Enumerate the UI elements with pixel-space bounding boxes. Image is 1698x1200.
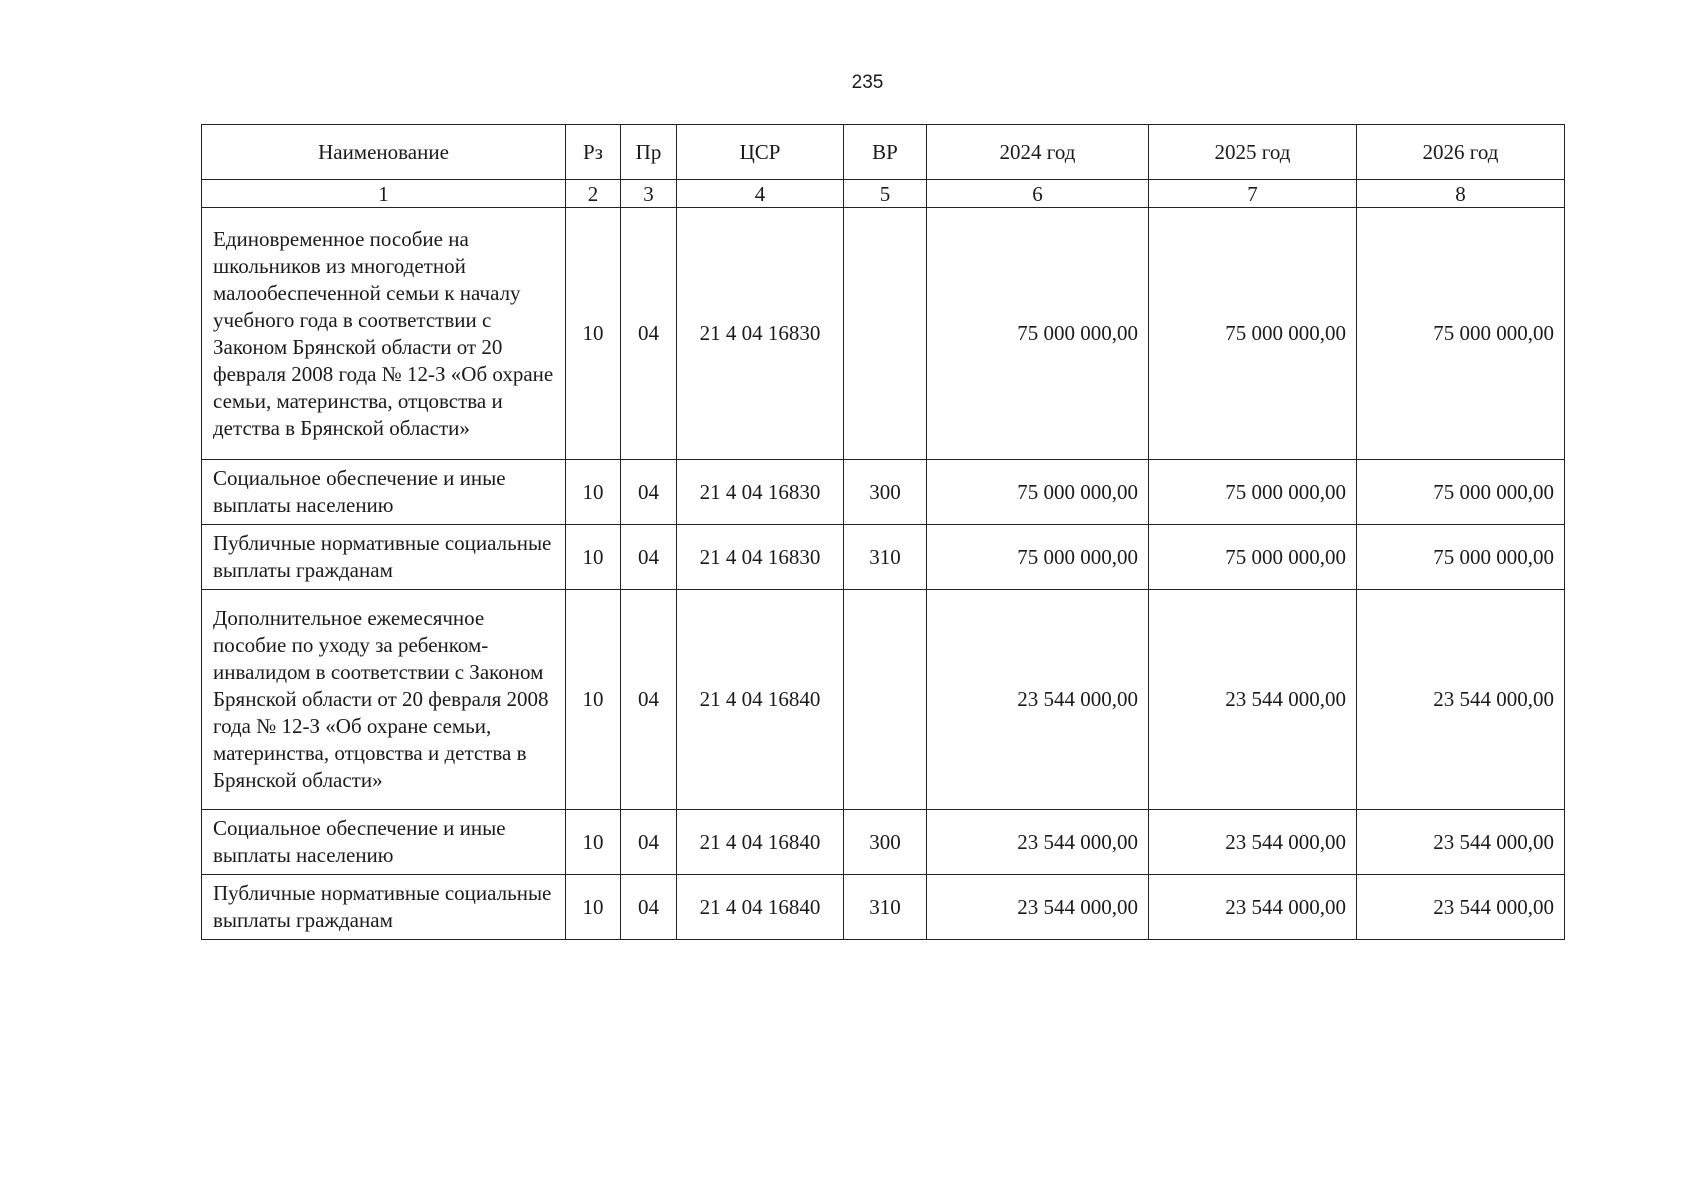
header-pr: Пр xyxy=(621,125,677,180)
table-row xyxy=(202,590,1565,810)
row-amount-2025: 75 000 000,00 xyxy=(1149,460,1357,525)
table-row xyxy=(202,875,1565,940)
row-amount-2024: 75 000 000,00 xyxy=(927,460,1149,525)
row-amount-2025: 75 000 000,00 xyxy=(1149,208,1357,460)
row-amount-2024: 75 000 000,00 xyxy=(927,525,1149,590)
row-amount-2025: 75 000 000,00 xyxy=(1149,525,1357,590)
table-row xyxy=(202,810,1565,875)
header-row xyxy=(202,125,1565,180)
header-2026: 2026 год xyxy=(1357,125,1565,180)
row-rz: 10 xyxy=(566,460,621,525)
table-header xyxy=(202,125,1565,208)
row-vr: 300 xyxy=(844,810,927,875)
row-pr: 04 xyxy=(621,875,677,940)
row-amount-2026: 75 000 000,00 xyxy=(1357,208,1565,460)
column-number-row xyxy=(202,180,1565,208)
row-amount-2026: 23 544 000,00 xyxy=(1357,875,1565,940)
header-vr: ВР xyxy=(844,125,927,180)
table-body xyxy=(202,208,1565,940)
row-csr: 21 4 04 16840 xyxy=(677,590,844,810)
row-amount-2026: 75 000 000,00 xyxy=(1357,460,1565,525)
row-amount-2024: 75 000 000,00 xyxy=(927,208,1149,460)
row-pr: 04 xyxy=(621,525,677,590)
row-amount-2024: 23 544 000,00 xyxy=(927,810,1149,875)
row-csr: 21 4 04 16840 xyxy=(677,810,844,875)
row-pr: 04 xyxy=(621,208,677,460)
page-number: 235 xyxy=(851,72,884,93)
row-csr: 21 4 04 16830 xyxy=(677,525,844,590)
column-number: 3 xyxy=(621,180,677,208)
row-vr xyxy=(844,590,927,810)
row-amount-2025: 23 544 000,00 xyxy=(1149,590,1357,810)
row-rz: 10 xyxy=(566,875,621,940)
table-row xyxy=(202,525,1565,590)
row-csr: 21 4 04 16830 xyxy=(677,460,844,525)
row-pr: 04 xyxy=(621,590,677,810)
row-vr: 300 xyxy=(844,460,927,525)
column-number: 7 xyxy=(1149,180,1357,208)
column-number: 2 xyxy=(566,180,621,208)
row-pr: 04 xyxy=(621,460,677,525)
row-amount-2026: 23 544 000,00 xyxy=(1357,810,1565,875)
row-name: Публичные нормативные социальные выплаты гражданам xyxy=(202,875,566,940)
row-amount-2024: 23 544 000,00 xyxy=(927,875,1149,940)
header-2025: 2025 год xyxy=(1149,125,1357,180)
row-rz: 10 xyxy=(566,810,621,875)
row-amount-2026: 23 544 000,00 xyxy=(1357,590,1565,810)
row-name: Публичные нормативные социальные выплаты гражданам xyxy=(202,525,566,590)
header-rz: Рз xyxy=(566,125,621,180)
row-amount-2025: 23 544 000,00 xyxy=(1149,875,1357,940)
row-csr: 21 4 04 16830 xyxy=(677,208,844,460)
row-name: Единовременное пособие на школьников из многодетной малообеспеченной семьи к началу учебного года в соответствии с Законом Брянской области от 20 февраля 2008 года № 12-З «Об охране семьи, материнства, отцовства и детства в Брянской области» xyxy=(202,208,566,460)
row-rz: 10 xyxy=(566,525,621,590)
column-number: 6 xyxy=(927,180,1149,208)
column-number: 4 xyxy=(677,180,844,208)
column-number: 5 xyxy=(844,180,927,208)
row-vr: 310 xyxy=(844,525,927,590)
budget-table xyxy=(201,124,1565,940)
header-csr: ЦСР xyxy=(677,125,844,180)
row-pr: 04 xyxy=(621,810,677,875)
row-vr: 310 xyxy=(844,875,927,940)
row-vr xyxy=(844,208,927,460)
row-name: Социальное обеспечение и иные выплаты населению xyxy=(202,810,566,875)
column-number: 8 xyxy=(1357,180,1565,208)
row-name: Дополнительное ежемесячное пособие по уходу за ребенком-инвалидом в соответствии с Законом Брянской области от 20 февраля 2008 года № 12-З «Об охране семьи, материнства, отцовства и детства в Брянской области» xyxy=(202,590,566,810)
row-csr: 21 4 04 16840 xyxy=(677,875,844,940)
row-rz: 10 xyxy=(566,590,621,810)
table-row xyxy=(202,208,1565,460)
header-2024: 2024 год xyxy=(927,125,1149,180)
header-name: Наименование xyxy=(202,125,566,180)
column-number: 1 xyxy=(202,180,566,208)
row-amount-2024: 23 544 000,00 xyxy=(927,590,1149,810)
row-amount-2026: 75 000 000,00 xyxy=(1357,525,1565,590)
row-rz: 10 xyxy=(566,208,621,460)
table-row xyxy=(202,460,1565,525)
row-amount-2025: 23 544 000,00 xyxy=(1149,810,1357,875)
row-name: Социальное обеспечение и иные выплаты населению xyxy=(202,460,566,525)
